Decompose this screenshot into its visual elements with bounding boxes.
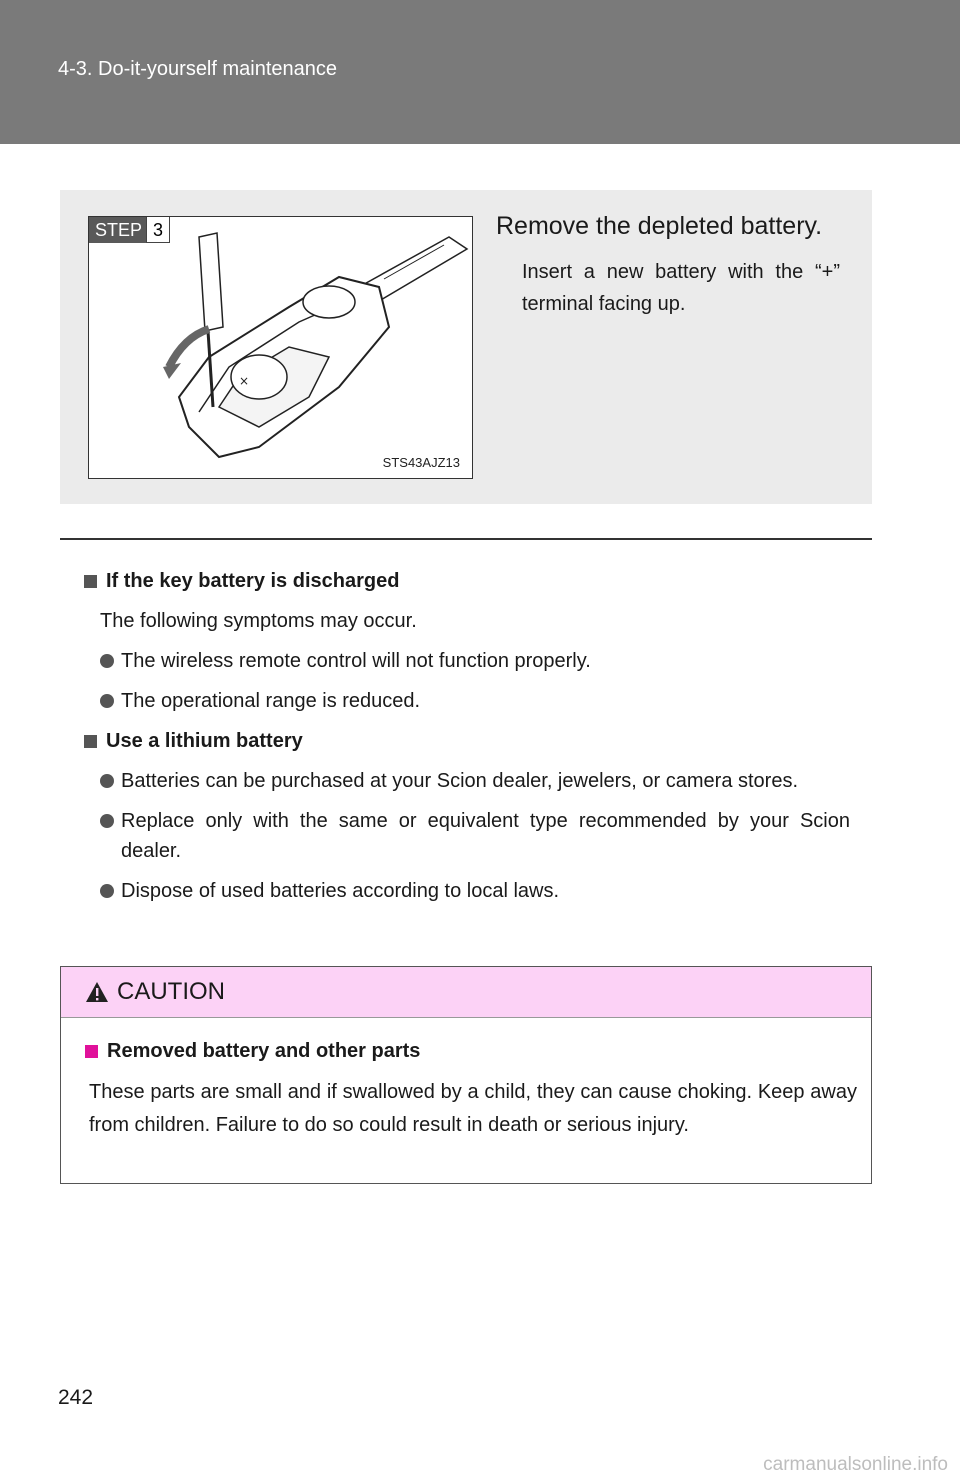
section-title: 4-3. Do-it-yourself maintenance (58, 58, 338, 80)
key-battery-illustration (89, 217, 472, 478)
step-badge-word: STEP (89, 217, 146, 243)
step-panel (60, 190, 872, 504)
square-bullet-icon (84, 575, 97, 588)
round-bullet-icon (100, 694, 114, 708)
section-divider (60, 538, 872, 540)
caution-body (61, 1018, 871, 1142)
step-description: Insert a new battery with the “+” terminal facing up. (522, 261, 840, 315)
caution-label: CAUTION (117, 978, 225, 1005)
list-item-text: Replace only with the same or equivalent type recommended by your Scion dealer. (121, 810, 850, 862)
round-bullet-icon (100, 814, 114, 828)
caution-heading (85, 1036, 857, 1066)
watermark: carmanualsonline.info (763, 1454, 948, 1475)
square-bullet-icon (85, 1045, 98, 1058)
list-item (100, 766, 850, 796)
page-header (0, 0, 960, 144)
page-number: 242 (58, 1386, 94, 1409)
note-intro: The following symptoms may occur. (100, 610, 417, 632)
square-bullet-icon (84, 735, 97, 748)
list-item (100, 806, 850, 866)
list-item-text: The operational range is reduced. (121, 690, 421, 712)
step-badge (89, 217, 170, 243)
warning-icon (85, 981, 109, 1003)
note-title: If the key battery is discharged (106, 569, 400, 592)
round-bullet-icon (100, 654, 114, 668)
caution-header (61, 967, 871, 1018)
round-bullet-icon (100, 884, 114, 898)
notes-section (80, 566, 850, 916)
svg-text:×: × (239, 374, 250, 388)
step-badge-number: 3 (146, 217, 170, 243)
step-figure (88, 216, 473, 479)
list-item-text: The wireless remote control will not function properly. (121, 650, 591, 672)
caution-title: Removed battery and other parts (107, 1039, 421, 1062)
note-heading (80, 566, 850, 596)
step-heading: Remove the depleted battery. (496, 212, 823, 240)
note-title: Use a lithium battery (106, 729, 303, 752)
round-bullet-icon (100, 774, 114, 788)
list-item-text: Dispose of used batteries according to local laws. (121, 880, 560, 902)
caution-box (60, 966, 872, 1184)
list-item-text: Batteries can be purchased at your Scion dealer, jewelers, or camera stores. (121, 770, 799, 792)
list-item (100, 876, 850, 906)
caution-text: These parts are small and if swallowed by a child, they can cause choking. Keep away from children. Failure to do so could result in death or serious injury. (89, 1081, 857, 1136)
figure-code: STS43AJZ13 (382, 455, 460, 470)
note-heading (80, 726, 850, 756)
list-item (100, 686, 850, 716)
list-item (100, 646, 850, 676)
